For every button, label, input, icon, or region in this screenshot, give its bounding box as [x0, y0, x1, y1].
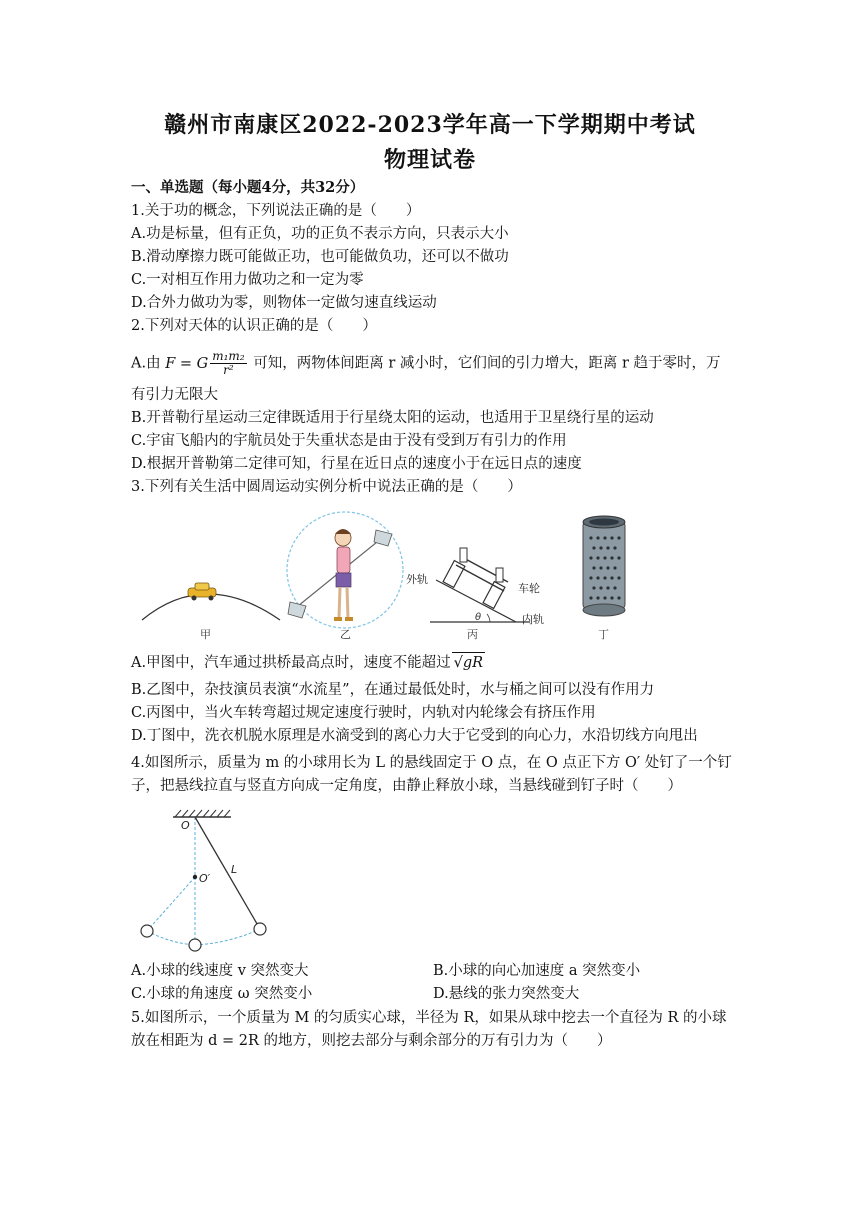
fig-label-jia: 甲: [200, 628, 211, 641]
fig-label-yi: 乙: [340, 628, 351, 641]
q4-stem-line1: 4.如图所示，质量为 m 的小球用长为 L 的悬线固定于 O 点，在 O 点正下方 O′ 处钉了一个钉: [131, 755, 732, 771]
washing-drum-icon: [583, 516, 625, 616]
q4-pendulum-figure: [135, 805, 285, 955]
q2-option-d: D.根据开普勒第二定律可知，行星在近日点的速度小于在远日点的速度: [131, 456, 582, 472]
fig-label-ding: 丁: [598, 628, 609, 641]
q3-option-a: [131, 652, 485, 673]
q4-stem-line2: 子，把悬线拉直与竖直方向成一定角度，由静止释放小球，当悬线碰到钉子时（ ）: [131, 778, 682, 794]
q1-option-a: A.功是标量，但有正负，功的正负不表示方向，只表示大小: [131, 226, 509, 242]
figure-ding: [583, 516, 625, 641]
performer-icon: [334, 529, 353, 621]
q1-option-d: D.合外力做功为零，则物体一定做匀速直线运动: [131, 295, 437, 311]
outer-rail-label: 外轨: [406, 573, 428, 586]
point-Oprime-label: O′: [199, 872, 211, 885]
car-icon: [188, 583, 216, 601]
q2-option-a-suffix: 可知，两物体间距离 r 减小时，它们间的引力增大，距离 r 趋于零时，万: [253, 355, 721, 372]
ceiling-hatch: [173, 810, 231, 817]
q4-option-b: B.小球的向心加速度 a 突然变小: [433, 963, 641, 979]
q4-option-a: A.小球的线速度 v 突然变大: [131, 963, 309, 979]
exam-subtitle: 物理试卷: [383, 147, 476, 173]
q4-option-d: D.悬线的张力突然变大: [433, 986, 580, 1002]
q2-option-a-prefix: A.由: [131, 355, 161, 372]
section-heading: 一、单选题（每小题4分，共32分）: [131, 179, 365, 196]
theta-label: θ: [475, 612, 482, 623]
rail-wheel-icon: [443, 548, 508, 608]
nail-point: [193, 875, 197, 879]
ball-right: [254, 923, 266, 935]
exam-title: 赣州市南康区2022-2023学年高一下学期期中考试: [164, 112, 696, 138]
figure-yi: [287, 512, 403, 641]
q5-stem-line1: 5.如图所示，一个质量为 M 的匀质实心球，半径为 R，如果从球中挖去一个直径为 R 的小球: [131, 1010, 727, 1026]
point-O-label: O: [181, 819, 190, 832]
q5-stem-line2: 放在相距为 d = 2R 的地方，则挖去部分与剩余部分的万有引力为（ ）: [131, 1033, 612, 1049]
ball-bottom: [189, 939, 201, 951]
q2-option-c: C.宇宙飞船内的宇航员处于失重状态是由于没有受到万有引力的作用: [131, 433, 567, 449]
q3-figures: [130, 510, 690, 645]
gravitation-formula: F = G $\frac{\text{m₁m₂}}{\text{r²}}$: [165, 349, 245, 377]
inner-rail-label: 内轨: [522, 613, 544, 626]
q2-option-b: B.开普勒行星运动三定律既适用于行星绕太阳的运动，也适用于卫星绕行星的运动: [131, 410, 654, 426]
q3-option-d: D.丁图中，洗衣机脱水原理是水滴受到的离心力大于它受到的向心力，水沿切线方向甩出: [131, 728, 698, 744]
wheel-label: 车轮: [518, 582, 540, 595]
q1-option-b: B.滑动摩擦力既可能做正功，也可能做负功，还可以不做功: [131, 249, 509, 265]
q3-option-c: C.丙图中，当火车转弯超过规定速度行驶时，内轨对内轮缘会有挤压作用: [131, 705, 596, 721]
q3-option-a-prefix: A.甲图中，汽车通过拱桥最高点时，速度不能超过: [131, 655, 451, 671]
q4-option-c: C.小球的角速度 ω 突然变小: [131, 986, 313, 1002]
q2-option-a: [131, 350, 721, 377]
q1-option-c: C.一对相互作用力做功之和一定为零: [131, 272, 364, 288]
figure-jia: [142, 583, 280, 641]
figure-bing: [406, 548, 544, 641]
sqrt-gR-text: gR: [462, 655, 484, 671]
q2-option-a-cont: 有引力无限大: [131, 387, 218, 403]
ball-left: [141, 925, 153, 937]
length-L-label: L: [231, 863, 238, 876]
q2-stem: 2.下列对天体的认识正确的是（ ）: [131, 318, 377, 334]
q3-option-b: B.乙图中，杂技演员表演“水流星”，在通过最低处时，水与桶之间可以没有作用力: [131, 682, 655, 698]
sqrt-gR: √gR: [452, 652, 485, 673]
fig-label-bing: 丙: [467, 628, 478, 641]
q1-stem: 1.关于功的概念，下列说法正确的是（ ）: [131, 203, 421, 219]
q3-stem: 3.下列有关生活中圆周运动实例分析中说法正确的是（ ）: [131, 479, 522, 495]
